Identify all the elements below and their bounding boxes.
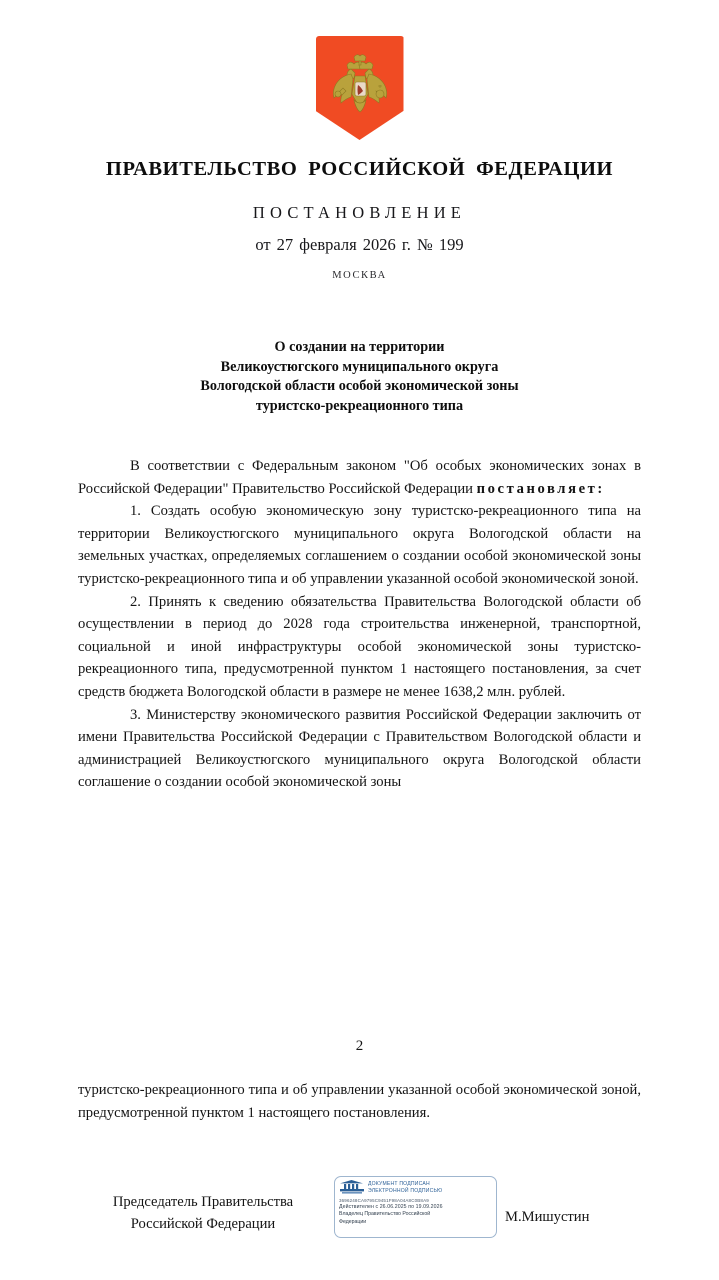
electronic-signature-stamp <box>334 1176 497 1238</box>
document-title-line-1: О создании на территории <box>274 339 445 355</box>
stamp-title-line-2: ЭЛЕКТРОННОЙ ПОДПИСЬЮ <box>368 1187 443 1194</box>
coat-of-arms-icon <box>316 36 404 140</box>
document-city: МОСКВА <box>332 270 387 281</box>
paragraph-preamble <box>78 455 641 500</box>
stamp-owner-line-1: Владелец Правительство Российской <box>339 1211 431 1218</box>
preamble-text: В соответствии с Федеральным законом "Об особых экономических зонах в Российской Федерации" Правительство Российской Федерации <box>78 458 641 497</box>
stamp-owner-line-2: Федерации <box>339 1218 367 1225</box>
stamp-title-line-1: ДОКУМЕНТ ПОДПИСАН <box>368 1181 430 1188</box>
document-date-number: от 27 февраля 2026 г. № 199 <box>255 235 464 254</box>
stamp-certificate-serial: 3696248CA9795C9451F98A04A8C0B8A9 <box>339 1198 429 1203</box>
signatory-role <box>78 1191 328 1235</box>
paragraph-item-2: 2. Принять к сведению обязательства Правительства Вологодской области об осуществлении в период до 2028 года строительства инженерной, транспортной, социальной и иной инфраструктуры особой экономической зоны туристско-рекреационного типа, предусмотренной пунктом 1 настоящего постановления, за счет средств бюджета Вологодской области в размере не менее 1638,2 млн. рублей. <box>78 593 641 700</box>
paragraph-item-1: 1. Создать особую экономическую зону туристско-рекреационного типа на территории Великоустюгского муниципального округа Вологодской области на земельных участках, определяемых соглашением о создании особой экономической зоны туристско-рекреационного типа и об управлении указанной особой экономической зоной. <box>78 503 641 587</box>
document-title <box>78 338 641 416</box>
paragraph-item-3-continued: туристско-рекреационного типа и об управлении указанной особой экономической зоной, предусмотренной пунктом 1 настоящего постановления. <box>78 1082 641 1121</box>
paragraph-item-3: 3. Министерству экономического развития Российской Федерации заключить от имени Правительства Российской Федерации с Правительством Вологодской области и администрацией Великоустюгского муниципального округа Вологодской области соглашение о создании особой экономической зоны <box>78 706 641 791</box>
document-title-line-3: Вологодской области особой экономической зоны <box>200 378 519 394</box>
stamp-header <box>339 1180 492 1195</box>
document-type-heading: ПОСТАНОВЛЕНИЕ <box>252 203 467 222</box>
government-heading: ПРАВИТЕЛЬСТВО РОССИЙСКОЙ ФЕДЕРАЦИИ <box>105 158 614 180</box>
document-title-line-4: туристско-рекреационного типа <box>255 397 464 414</box>
document-body-page-1 <box>78 455 641 794</box>
page-number: 2 <box>355 1038 364 1054</box>
signatory-role-line-1: Председатель Правительства <box>112 1194 294 1210</box>
stamp-validity: Действителен с 26.06.2025 по 19.09.2026 <box>339 1204 443 1210</box>
document-body-page-2 <box>78 1079 641 1124</box>
emblem-container <box>0 36 719 140</box>
gosuslugi-building-icon <box>339 1180 365 1195</box>
preamble-verb: постановляет: <box>476 480 605 497</box>
signatory-role-line-2: Российской Федерации <box>130 1216 276 1232</box>
signatory-name: М.Мишустин <box>505 1209 590 1225</box>
stamp-title <box>368 1181 442 1193</box>
document-title-line-2: Великоустюгского муниципального округа <box>220 358 499 375</box>
